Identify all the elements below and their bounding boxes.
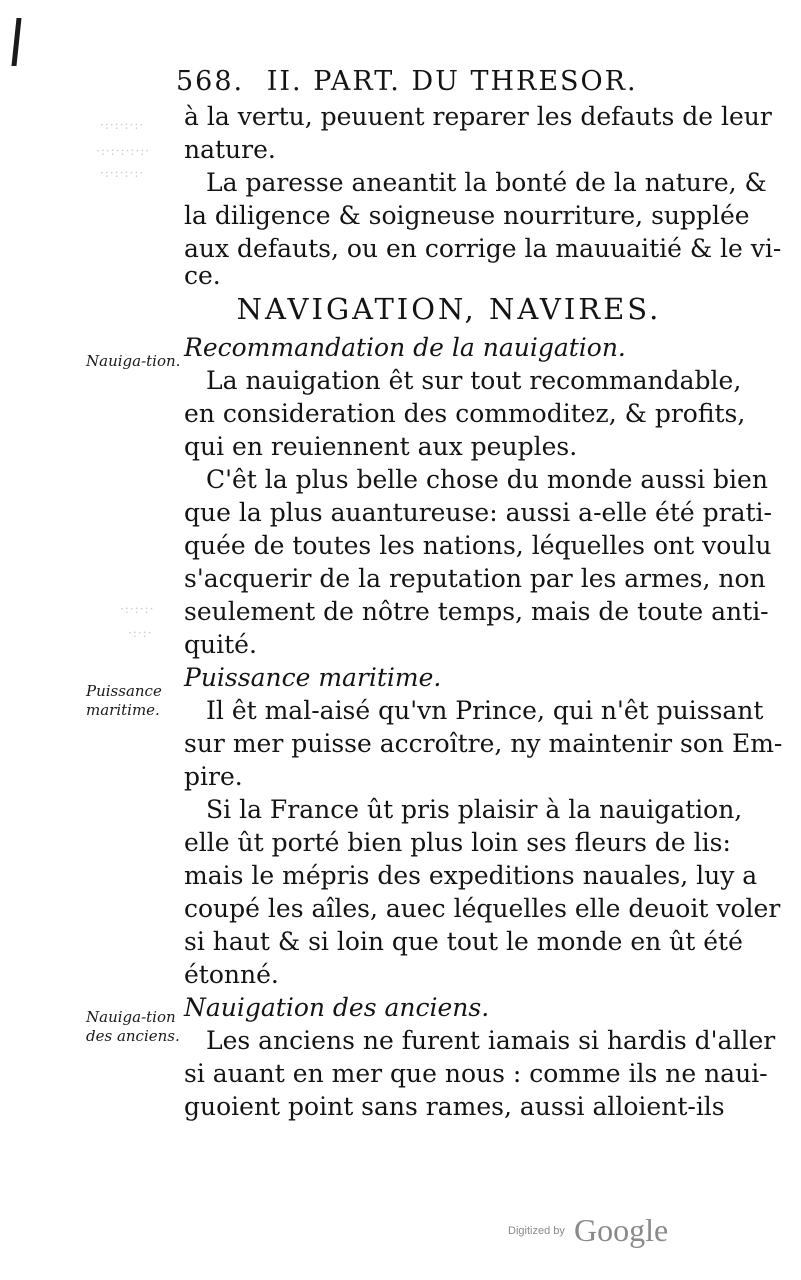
bleed-through-text: ·:·:·:·:· — [100, 166, 145, 180]
margin-note-nauigation: Nauiga-tion. — [86, 352, 181, 370]
text-line: C'êt la plus belle chose du monde aussi bien — [206, 465, 768, 494]
text-line: quité. — [184, 630, 257, 659]
text-line: La paresse aneantit la bonté de la nature, & — [206, 168, 767, 197]
text-line: Les anciens ne furent iamais si hardis d'aller — [206, 1026, 776, 1055]
text-line: Si la France ût pris plaisir à la nauigation, — [206, 795, 743, 824]
text-line: qui en reuiennent aux peuples. — [184, 432, 578, 461]
text-line: s'acquerir de la reputation par les armes, non — [184, 564, 766, 593]
bleed-through-text: ·:·:· — [128, 626, 153, 640]
text-line: la diligence & soigneuse nourriture, supplée — [184, 201, 750, 230]
text-line: si haut & si loin que tout le monde en ût été — [184, 927, 743, 956]
bleed-through-text: ·:·:·:·:· — [100, 118, 145, 132]
text-line: sur mer puisse accroître, ny maintenir son Em- — [184, 729, 783, 758]
section-title: NAVIGATION, NAVIRES. — [236, 292, 662, 326]
text-line: guoient point sans rames, aussi alloient-ils — [184, 1092, 725, 1121]
text-line: coupé les aîles, auec léquelles elle deuoit voler — [184, 894, 781, 923]
subsection-heading: Nauigation des anciens. — [184, 993, 490, 1022]
text-line: étonné. — [184, 960, 279, 989]
google-watermark — [508, 1212, 668, 1249]
text-line: si auant en mer que nous : comme ils ne naui- — [184, 1059, 768, 1088]
subsection-heading: Recommandation de la nauigation. — [184, 333, 626, 362]
bleed-through-text: ·:·:·:· — [120, 602, 155, 616]
subsection-heading: Puissance maritime. — [184, 663, 442, 692]
text-line: quée de toutes les nations, léquelles ont voulu — [184, 531, 772, 560]
text-line: ce. — [184, 261, 221, 290]
margin-note-puissance: Puissance maritime. — [86, 682, 162, 719]
text-line: nature. — [184, 135, 276, 164]
running-head — [176, 66, 696, 97]
bleed-through-text: ·:·:·:·:·:· — [96, 144, 151, 158]
text-line: seulement de nôtre temps, mais de toute anti- — [184, 597, 769, 626]
text-line: La nauigation êt sur tout recommandable, — [206, 366, 742, 395]
margin-note-anciens: Nauiga-tion des anciens. — [86, 1008, 180, 1045]
body-text — [184, 100, 783, 1123]
text-line: Il êt mal-aisé qu'vn Prince, qui n'êt puissant — [206, 696, 764, 725]
text-line: en consideration des commoditez, & profits, — [184, 399, 746, 428]
page-edge-mark — [11, 18, 21, 66]
text-line: elle ût porté bien plus loin ses fleurs de lis: — [184, 828, 731, 857]
text-line: aux defauts, ou en corrige la mauuaitié & le vi- — [184, 234, 782, 263]
google-logo: Google — [573, 1212, 669, 1248]
text-line: pire. — [184, 762, 243, 791]
page-number: 568. — [176, 66, 245, 97]
text-line: que la plus auantureuse: aussi a-elle été prati- — [184, 498, 772, 527]
digitized-by-label: Digitized by — [508, 1224, 565, 1237]
text-line: mais le mépris des expeditions nauales, luy a — [184, 861, 758, 890]
running-title: II. PART. DU THRESOR. — [266, 66, 638, 97]
text-line: à la vertu, peuuent reparer les defauts de leur — [184, 102, 772, 131]
